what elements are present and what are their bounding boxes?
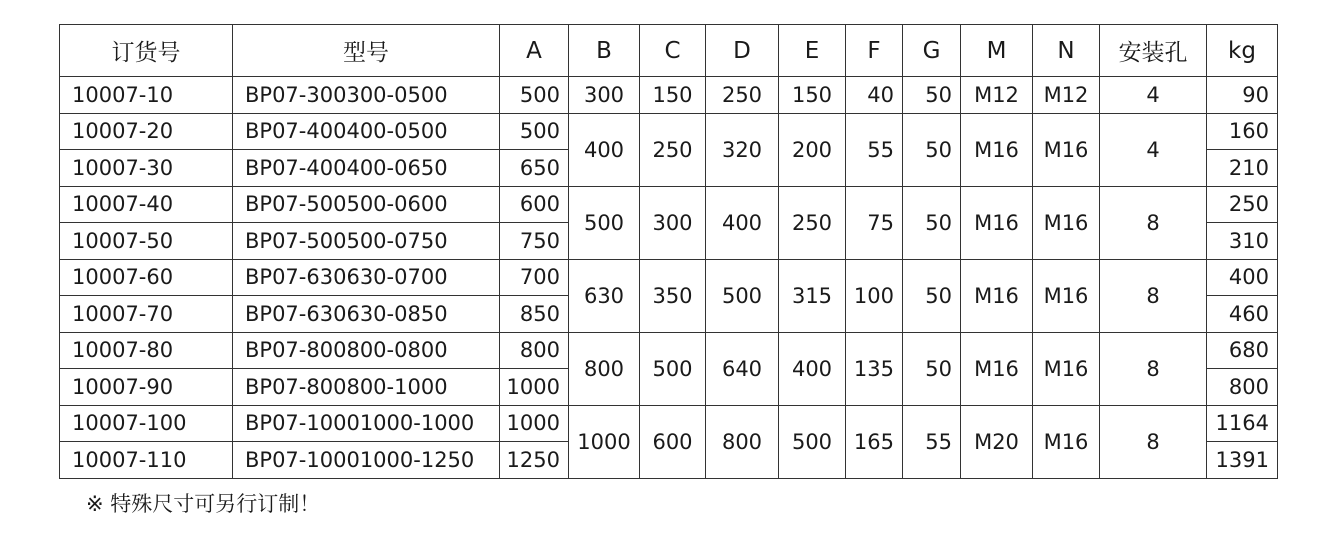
c-cell: 600 xyxy=(640,405,706,478)
header-kg: kg xyxy=(1207,25,1278,77)
order-no-cell: 10007-40 xyxy=(60,186,233,223)
order-no-cell: 10007-60 xyxy=(60,259,233,296)
f-cell: 135 xyxy=(846,332,903,405)
header-a: A xyxy=(500,25,569,77)
header-d: D xyxy=(706,25,779,77)
a-cell: 1000 xyxy=(500,405,569,442)
kg-cell: 160 xyxy=(1207,113,1278,150)
header-c: C xyxy=(640,25,706,77)
order-no-cell: 10007-110 xyxy=(60,442,233,479)
holes-cell: 8 xyxy=(1100,186,1207,259)
b-cell: 800 xyxy=(569,332,640,405)
f-cell: 165 xyxy=(846,405,903,478)
g-cell: 50 xyxy=(903,77,961,114)
holes-cell: 8 xyxy=(1100,332,1207,405)
b-cell: 630 xyxy=(569,259,640,332)
header-b: B xyxy=(569,25,640,77)
header-holes: 安装孔 xyxy=(1100,25,1207,77)
kg-cell: 250 xyxy=(1207,186,1278,223)
a-cell: 1000 xyxy=(500,369,569,406)
table-row xyxy=(60,405,1278,442)
model-cell: BP07-10001000-1000 xyxy=(233,405,500,442)
e-cell: 200 xyxy=(779,113,846,186)
model-cell: BP07-630630-0850 xyxy=(233,296,500,333)
order-no-cell: 10007-70 xyxy=(60,296,233,333)
order-no-cell: 10007-80 xyxy=(60,332,233,369)
header-n: N xyxy=(1033,25,1100,77)
header-model: 型号 xyxy=(233,25,500,77)
f-cell: 75 xyxy=(846,186,903,259)
kg-cell: 210 xyxy=(1207,150,1278,187)
d-cell: 400 xyxy=(706,186,779,259)
header-g: G xyxy=(903,25,961,77)
a-cell: 700 xyxy=(500,259,569,296)
b-cell: 1000 xyxy=(569,405,640,478)
kg-cell: 680 xyxy=(1207,332,1278,369)
a-cell: 800 xyxy=(500,332,569,369)
b-cell: 400 xyxy=(569,113,640,186)
g-cell: 50 xyxy=(903,186,961,259)
g-cell: 50 xyxy=(903,113,961,186)
table-row xyxy=(60,332,1278,369)
table-row xyxy=(60,186,1278,223)
f-cell: 55 xyxy=(846,113,903,186)
header-order-no: 订货号 xyxy=(60,25,233,77)
header-e: E xyxy=(779,25,846,77)
header-f: F xyxy=(846,25,903,77)
e-cell: 315 xyxy=(779,259,846,332)
a-cell: 500 xyxy=(500,77,569,114)
kg-cell: 1391 xyxy=(1207,442,1278,479)
a-cell: 1250 xyxy=(500,442,569,479)
holes-cell: 8 xyxy=(1100,259,1207,332)
order-no-cell: 10007-20 xyxy=(60,113,233,150)
table-body xyxy=(60,77,1278,479)
c-cell: 300 xyxy=(640,186,706,259)
b-cell: 500 xyxy=(569,186,640,259)
m-cell: M16 xyxy=(961,259,1033,332)
model-cell: BP07-10001000-1250 xyxy=(233,442,500,479)
e-cell: 400 xyxy=(779,332,846,405)
c-cell: 150 xyxy=(640,77,706,114)
g-cell: 50 xyxy=(903,259,961,332)
model-cell: BP07-800800-0800 xyxy=(233,332,500,369)
d-cell: 250 xyxy=(706,77,779,114)
order-no-cell: 10007-30 xyxy=(60,150,233,187)
a-cell: 750 xyxy=(500,223,569,260)
kg-cell: 1164 xyxy=(1207,405,1278,442)
kg-cell: 460 xyxy=(1207,296,1278,333)
c-cell: 500 xyxy=(640,332,706,405)
m-cell: M12 xyxy=(961,77,1033,114)
holes-cell: 8 xyxy=(1100,405,1207,478)
m-cell: M16 xyxy=(961,113,1033,186)
c-cell: 350 xyxy=(640,259,706,332)
model-cell: BP07-400400-0650 xyxy=(233,150,500,187)
e-cell: 150 xyxy=(779,77,846,114)
f-cell: 40 xyxy=(846,77,903,114)
product-spec-table xyxy=(59,24,1278,479)
a-cell: 600 xyxy=(500,186,569,223)
n-cell: M16 xyxy=(1033,405,1100,478)
b-cell: 300 xyxy=(569,77,640,114)
g-cell: 50 xyxy=(903,332,961,405)
n-cell: M16 xyxy=(1033,113,1100,186)
d-cell: 800 xyxy=(706,405,779,478)
order-no-cell: 10007-90 xyxy=(60,369,233,406)
f-cell: 100 xyxy=(846,259,903,332)
order-no-cell: 10007-50 xyxy=(60,223,233,260)
table-row xyxy=(60,259,1278,296)
model-cell: BP07-800800-1000 xyxy=(233,369,500,406)
n-cell: M16 xyxy=(1033,332,1100,405)
a-cell: 650 xyxy=(500,150,569,187)
model-cell: BP07-500500-0600 xyxy=(233,186,500,223)
e-cell: 250 xyxy=(779,186,846,259)
order-no-cell: 10007-100 xyxy=(60,405,233,442)
kg-cell: 800 xyxy=(1207,369,1278,406)
a-cell: 850 xyxy=(500,296,569,333)
order-no-cell: 10007-10 xyxy=(60,77,233,114)
m-cell: M20 xyxy=(961,405,1033,478)
holes-cell: 4 xyxy=(1100,77,1207,114)
a-cell: 500 xyxy=(500,113,569,150)
n-cell: M16 xyxy=(1033,186,1100,259)
kg-cell: 400 xyxy=(1207,259,1278,296)
n-cell: M16 xyxy=(1033,259,1100,332)
n-cell: M12 xyxy=(1033,77,1100,114)
model-cell: BP07-300300-0500 xyxy=(233,77,500,114)
e-cell: 500 xyxy=(779,405,846,478)
model-cell: BP07-500500-0750 xyxy=(233,223,500,260)
kg-cell: 90 xyxy=(1207,77,1278,114)
c-cell: 250 xyxy=(640,113,706,186)
kg-cell: 310 xyxy=(1207,223,1278,260)
d-cell: 320 xyxy=(706,113,779,186)
d-cell: 640 xyxy=(706,332,779,405)
header-row xyxy=(60,25,1278,77)
d-cell: 500 xyxy=(706,259,779,332)
m-cell: M16 xyxy=(961,186,1033,259)
model-cell: BP07-400400-0500 xyxy=(233,113,500,150)
table-row xyxy=(60,77,1278,114)
m-cell: M16 xyxy=(961,332,1033,405)
table-row xyxy=(60,113,1278,150)
header-m: M xyxy=(961,25,1033,77)
custom-size-note: ※ 特殊尺寸可另行订制！ xyxy=(86,492,321,516)
holes-cell: 4 xyxy=(1100,113,1207,186)
g-cell: 55 xyxy=(903,405,961,478)
model-cell: BP07-630630-0700 xyxy=(233,259,500,296)
